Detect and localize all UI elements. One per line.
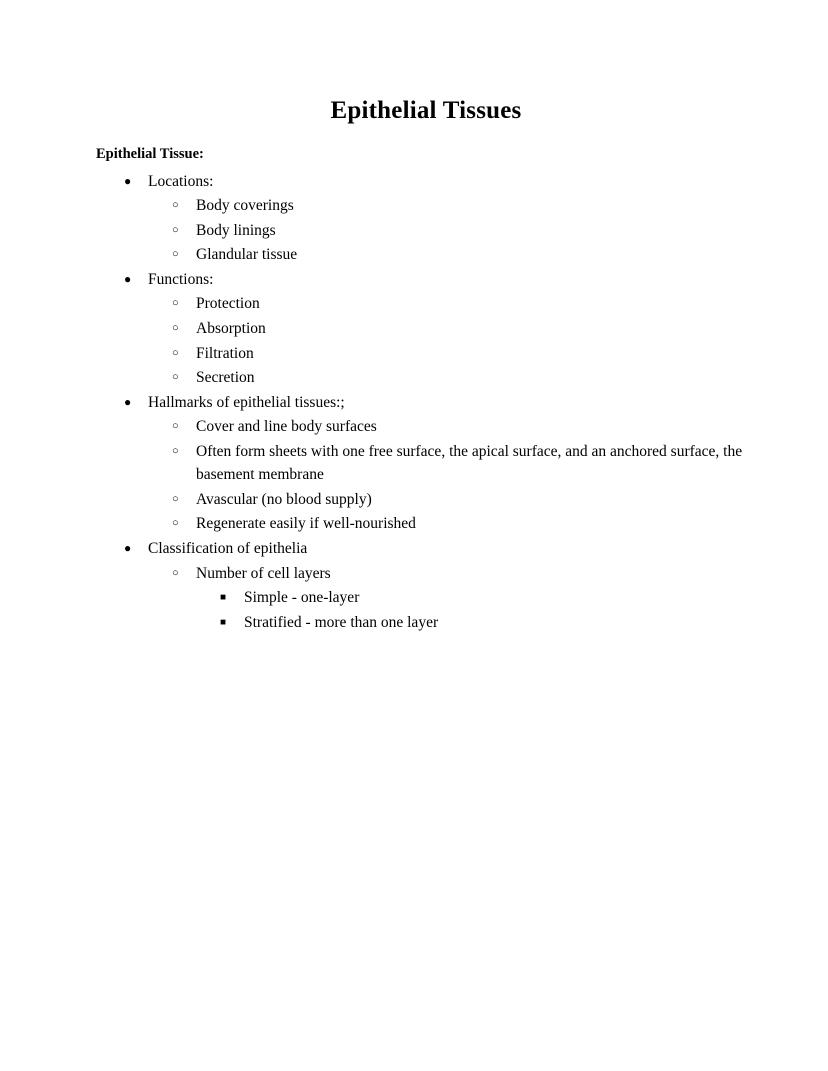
list-item-label: Glandular tissue — [196, 246, 298, 264]
list-item — [124, 391, 756, 415]
list-item — [220, 611, 756, 635]
list-item-label: Protection — [196, 295, 260, 313]
bullet-circle-icon: ○ — [172, 322, 179, 335]
list-item-label: Often form sheets with one free surface, the apical surface, and an anchored surface, the basement membrane — [196, 442, 743, 484]
bullet-disc-icon: ● — [124, 394, 132, 409]
list-item — [172, 415, 756, 439]
list-item-label: Filtration — [196, 344, 254, 362]
bullet-square-icon: ■ — [220, 616, 227, 628]
list-item-label: Functions: — [148, 270, 214, 288]
bullet-square-icon: ■ — [220, 592, 227, 604]
list-item — [124, 170, 756, 194]
list-item — [124, 537, 756, 561]
outline-list-level-2 — [172, 415, 756, 536]
list-item — [220, 586, 756, 610]
outline-list-level-3 — [220, 586, 756, 634]
list-item-label: Simple - one-layer — [244, 589, 360, 607]
list-item — [172, 317, 756, 341]
list-item-label: Absorption — [196, 320, 266, 338]
list-item-label: Number of cell layers — [196, 564, 331, 582]
bullet-circle-icon: ○ — [172, 492, 179, 505]
outline-list-level-1 — [124, 170, 756, 634]
list-item — [172, 243, 756, 267]
bullet-circle-icon: ○ — [172, 444, 179, 457]
list-item — [172, 292, 756, 316]
bullet-circle-icon: ○ — [172, 297, 179, 310]
list-item-label: Classification of epithelia — [148, 539, 308, 557]
list-item-label: Cover and line body surfaces — [196, 418, 377, 436]
list-item-label: Avascular (no blood supply) — [196, 490, 372, 508]
bullet-circle-icon: ○ — [172, 199, 179, 212]
bullet-disc-icon: ● — [124, 540, 132, 555]
list-item-label: Regenerate easily if well-nourished — [196, 515, 416, 533]
list-item — [172, 366, 756, 390]
list-item-label: Locations: — [148, 172, 214, 190]
bullet-circle-icon: ○ — [172, 223, 179, 236]
bullet-circle-icon: ○ — [172, 420, 179, 433]
bullet-circle-icon: ○ — [172, 566, 179, 579]
list-item — [172, 342, 756, 366]
outline-list-level-2 — [172, 292, 756, 389]
outline-list-level-2 — [172, 194, 756, 267]
bullet-disc-icon: ● — [124, 173, 132, 188]
list-item — [172, 488, 756, 512]
list-item-label: Hallmarks of epithelial tissues:; — [148, 393, 345, 411]
bullet-circle-icon: ○ — [172, 248, 179, 261]
list-item-label: Stratified - more than one layer — [244, 613, 439, 631]
list-item — [172, 512, 756, 536]
list-item-label: Body coverings — [196, 197, 294, 215]
bullet-circle-icon: ○ — [172, 346, 179, 359]
bullet-circle-icon: ○ — [172, 517, 179, 530]
list-item — [124, 268, 756, 292]
bullet-circle-icon: ○ — [172, 371, 179, 384]
list-item-label: Secretion — [196, 369, 255, 387]
outline-list-level-2 — [172, 562, 756, 635]
list-item-label: Body linings — [196, 221, 276, 239]
bullet-disc-icon: ● — [124, 271, 132, 286]
list-item — [172, 562, 756, 586]
page-title: Epithelial Tissues — [330, 97, 522, 124]
list-item — [172, 440, 756, 487]
list-item — [172, 219, 756, 243]
section-heading: Epithelial Tissue: — [96, 146, 204, 162]
list-item — [172, 194, 756, 218]
